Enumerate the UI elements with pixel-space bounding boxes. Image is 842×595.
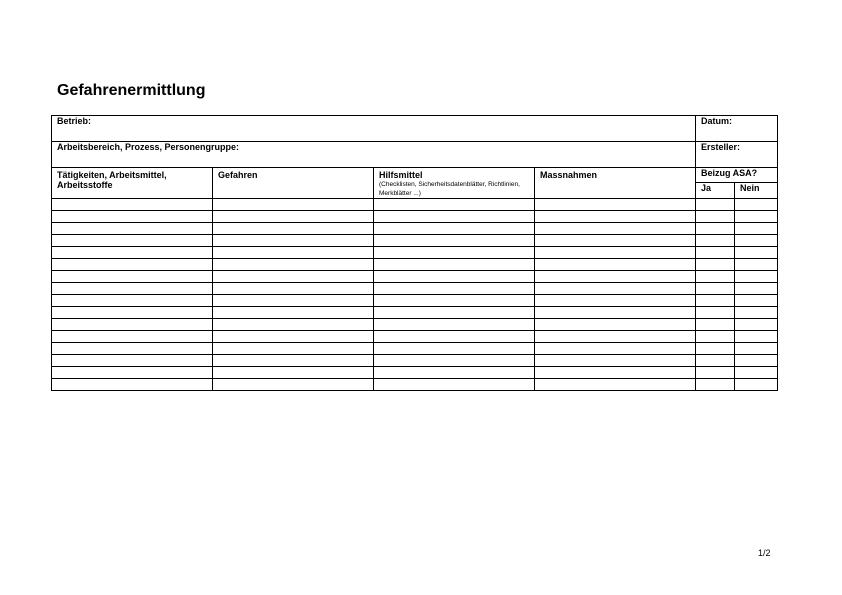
asa-ja-cell[interactable] — [696, 343, 735, 355]
column-header-massnahmen: Massnahmen — [535, 168, 696, 199]
massnahmen-cell[interactable] — [535, 259, 696, 271]
asa-nein-cell[interactable] — [735, 247, 778, 259]
table-row — [52, 355, 778, 367]
table-row — [52, 307, 778, 319]
table-row — [52, 343, 778, 355]
table-row — [52, 247, 778, 259]
gefahren-cell[interactable] — [213, 247, 374, 259]
taetigkeiten-cell[interactable] — [52, 295, 213, 307]
table-row — [52, 211, 778, 223]
hilfsmittel-cell[interactable] — [374, 343, 535, 355]
taetigkeiten-cell[interactable] — [52, 247, 213, 259]
asa-nein-cell[interactable] — [735, 271, 778, 283]
gefahren-cell[interactable] — [213, 319, 374, 331]
asa-ja-cell[interactable] — [696, 283, 735, 295]
massnahmen-cell[interactable] — [535, 367, 696, 379]
column-header-beizug-asa: Beizug ASA? — [696, 168, 778, 183]
column-header-nein: Nein — [735, 182, 778, 198]
page-title: Gefahrenermittlung — [57, 82, 206, 99]
taetigkeiten-cell[interactable] — [52, 355, 213, 367]
asa-ja-cell[interactable] — [696, 331, 735, 343]
betrieb-field[interactable] — [52, 116, 696, 142]
table-row — [52, 259, 778, 271]
table-row — [52, 295, 778, 307]
asa-nein-cell[interactable] — [735, 295, 778, 307]
asa-ja-cell[interactable] — [696, 247, 735, 259]
massnahmen-cell[interactable] — [535, 271, 696, 283]
massnahmen-cell[interactable] — [535, 223, 696, 235]
datum-field[interactable] — [696, 116, 778, 142]
asa-nein-cell[interactable] — [735, 259, 778, 271]
massnahmen-cell[interactable] — [535, 379, 696, 391]
hilfsmittel-cell[interactable] — [374, 379, 535, 391]
taetigkeiten-cell[interactable] — [52, 307, 213, 319]
gefahren-cell[interactable] — [213, 355, 374, 367]
taetigkeiten-cell[interactable] — [52, 331, 213, 343]
hilfsmittel-cell[interactable] — [374, 295, 535, 307]
gefahren-cell[interactable] — [213, 223, 374, 235]
massnahmen-cell[interactable] — [535, 355, 696, 367]
datum-label: Datum: — [701, 116, 733, 126]
column-header-gefahren: Gefahren — [213, 168, 374, 199]
asa-nein-cell[interactable] — [735, 223, 778, 235]
massnahmen-cell[interactable] — [535, 331, 696, 343]
column-header-ja: Ja — [696, 182, 735, 198]
hilfsmittel-cell[interactable] — [374, 283, 535, 295]
table-row — [52, 271, 778, 283]
gefahren-cell[interactable] — [213, 295, 374, 307]
hilfsmittel-cell[interactable] — [374, 235, 535, 247]
hilfsmittel-cell[interactable] — [374, 199, 535, 211]
massnahmen-cell[interactable] — [535, 199, 696, 211]
asa-nein-cell[interactable] — [735, 355, 778, 367]
arbeitsbereich-field[interactable] — [52, 142, 696, 168]
massnahmen-cell[interactable] — [535, 211, 696, 223]
asa-nein-cell[interactable] — [735, 199, 778, 211]
page-number: 1/2 — [758, 548, 771, 558]
asa-nein-cell[interactable] — [735, 319, 778, 331]
massnahmen-cell[interactable] — [535, 343, 696, 355]
gefahren-cell[interactable] — [213, 331, 374, 343]
asa-ja-cell[interactable] — [696, 295, 735, 307]
asa-nein-cell[interactable] — [735, 367, 778, 379]
asa-nein-cell[interactable] — [735, 343, 778, 355]
table-row — [52, 319, 778, 331]
gefahren-cell[interactable] — [213, 379, 374, 391]
asa-ja-cell[interactable] — [696, 319, 735, 331]
asa-nein-cell[interactable] — [735, 379, 778, 391]
taetigkeiten-cell[interactable] — [52, 223, 213, 235]
gefahren-cell[interactable] — [213, 283, 374, 295]
table-row — [52, 283, 778, 295]
asa-ja-cell[interactable] — [696, 223, 735, 235]
gefahren-cell[interactable] — [213, 259, 374, 271]
column-header-hilfsmittel: Hilfsmittel (Checklisten, Sicherheitsdatenblätter, Richtlinien, Merkblätter ...) — [374, 168, 535, 199]
hilfsmittel-cell[interactable] — [374, 211, 535, 223]
taetigkeiten-cell[interactable] — [52, 199, 213, 211]
asa-ja-cell[interactable] — [696, 199, 735, 211]
asa-nein-cell[interactable] — [735, 211, 778, 223]
taetigkeiten-cell[interactable] — [52, 235, 213, 247]
massnahmen-cell[interactable] — [535, 235, 696, 247]
asa-ja-cell[interactable] — [696, 259, 735, 271]
table-row — [52, 223, 778, 235]
taetigkeiten-cell[interactable] — [52, 319, 213, 331]
asa-nein-cell[interactable] — [735, 331, 778, 343]
asa-nein-cell[interactable] — [735, 235, 778, 247]
table-row — [52, 235, 778, 247]
table-row — [52, 199, 778, 211]
table-row — [52, 367, 778, 379]
asa-ja-cell[interactable] — [696, 379, 735, 391]
gefahren-cell[interactable] — [213, 235, 374, 247]
column-header-taetigkeiten: Tätigkeiten, Arbeitsmittel, Arbeitsstoffe — [52, 168, 213, 199]
asa-ja-cell[interactable] — [696, 271, 735, 283]
taetigkeiten-cell[interactable] — [52, 271, 213, 283]
ersteller-label: Ersteller: — [701, 142, 741, 152]
taetigkeiten-cell[interactable] — [52, 379, 213, 391]
hilfsmittel-cell[interactable] — [374, 259, 535, 271]
asa-ja-cell[interactable] — [696, 355, 735, 367]
taetigkeiten-cell[interactable] — [52, 343, 213, 355]
massnahmen-cell[interactable] — [535, 307, 696, 319]
ersteller-field[interactable] — [696, 142, 778, 168]
hilfsmittel-cell[interactable] — [374, 367, 535, 379]
taetigkeiten-cell[interactable] — [52, 211, 213, 223]
gefahren-cell[interactable] — [213, 343, 374, 355]
gefahren-cell[interactable] — [213, 271, 374, 283]
asa-ja-cell[interactable] — [696, 307, 735, 319]
hazard-form-table — [51, 115, 778, 391]
gefahren-cell[interactable] — [213, 199, 374, 211]
hilfsmittel-cell[interactable] — [374, 319, 535, 331]
taetigkeiten-cell[interactable] — [52, 259, 213, 271]
taetigkeiten-cell[interactable] — [52, 367, 213, 379]
asa-nein-cell[interactable] — [735, 307, 778, 319]
hilfsmittel-note: (Checklisten, Sicherheitsdatenblätter, Richtlinien, Merkblätter ...) — [379, 181, 520, 197]
massnahmen-cell[interactable] — [535, 319, 696, 331]
betrieb-label: Betrieb: — [57, 116, 92, 126]
gefahren-cell[interactable] — [213, 307, 374, 319]
asa-ja-cell[interactable] — [696, 367, 735, 379]
hilfsmittel-cell[interactable] — [374, 223, 535, 235]
hilfsmittel-cell[interactable] — [374, 331, 535, 343]
massnahmen-cell[interactable] — [535, 295, 696, 307]
hilfsmittel-cell[interactable] — [374, 247, 535, 259]
massnahmen-cell[interactable] — [535, 283, 696, 295]
asa-nein-cell[interactable] — [735, 283, 778, 295]
table-row — [52, 331, 778, 343]
hilfsmittel-cell[interactable] — [374, 271, 535, 283]
massnahmen-cell[interactable] — [535, 247, 696, 259]
table-row — [52, 379, 778, 391]
gefahren-cell[interactable] — [213, 367, 374, 379]
gefahren-cell[interactable] — [213, 211, 374, 223]
hilfsmittel-cell[interactable] — [374, 307, 535, 319]
asa-ja-cell[interactable] — [696, 211, 735, 223]
taetigkeiten-cell[interactable] — [52, 283, 213, 295]
asa-ja-cell[interactable] — [696, 235, 735, 247]
arbeitsbereich-label: Arbeitsbereich, Prozess, Personengruppe: — [57, 142, 240, 152]
hilfsmittel-cell[interactable] — [374, 355, 535, 367]
